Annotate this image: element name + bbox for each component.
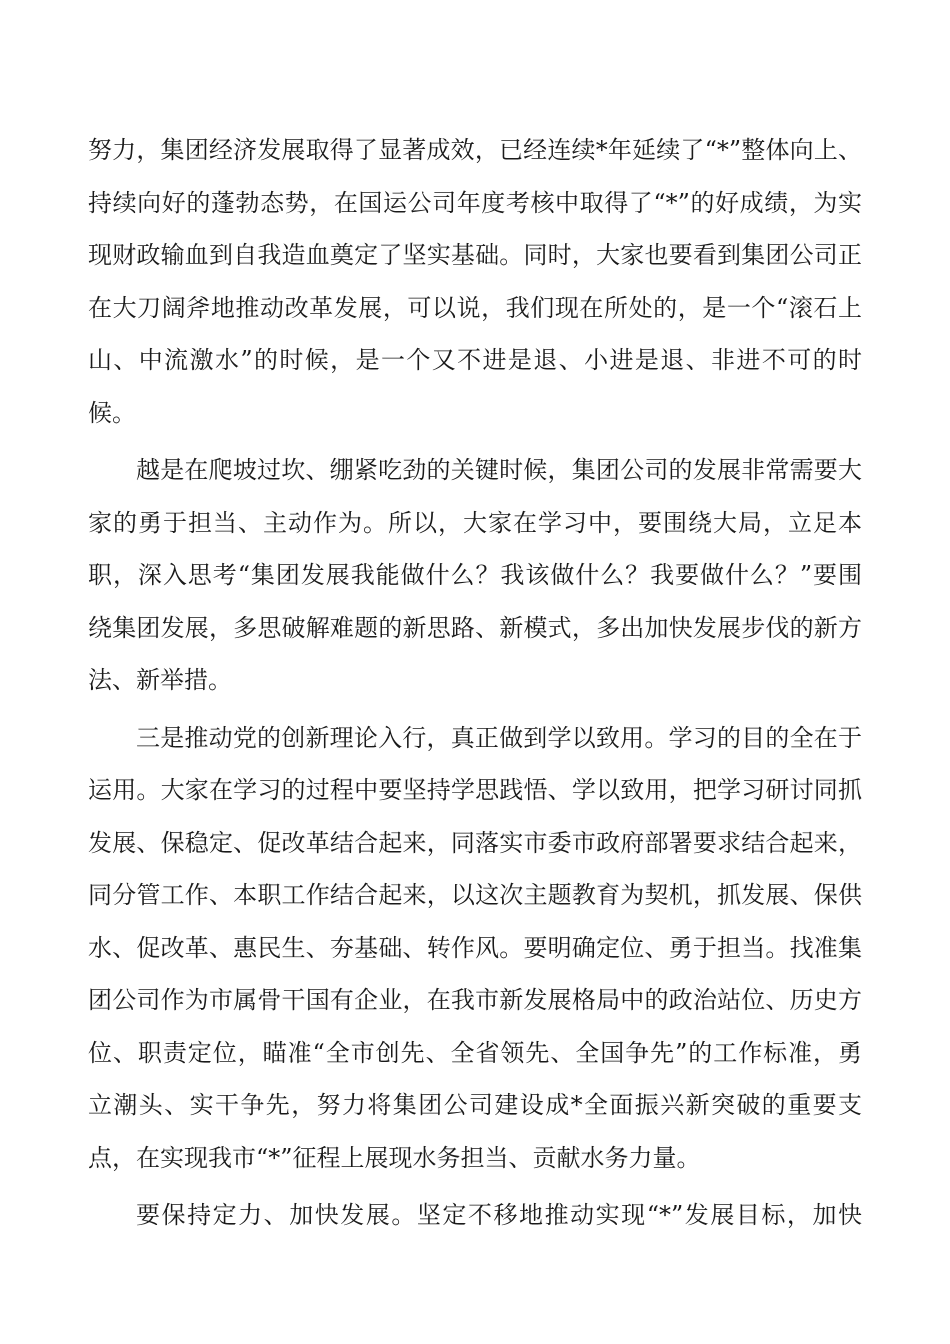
text-line: 持续向好的蓬勃态势，在国运公司年度考核中取得了“*”的好成绩，为实: [88, 188, 862, 217]
text-line: 在大刀阔斧地推动改革发展，可以说，我们现在所处的，是一个“滚石上: [88, 293, 862, 322]
text-line: 同分管工作、本职工作结合起来，以这次主题教育为契机，抓发展、保供: [88, 881, 862, 909]
text-line: 运用。大家在学习的过程中要坚持学思践悟、学以致用，把学习研讨同抓: [88, 776, 862, 804]
text-line: 努力，集团经济发展取得了显著成效，已经连续*年延续了“*”整体向上、: [88, 136, 862, 164]
paragraph-3: [88, 712, 862, 1185]
text-line: 位、职责定位，瞄准“全市创先、全省领先、全国争先”的工作标准，勇: [88, 1038, 862, 1067]
text-line: 候。: [88, 398, 136, 427]
paragraph-2: [88, 444, 862, 707]
text-line: 职，深入思考“集团发展我能做什么？我该做什么？我要做什么？”要围: [88, 561, 862, 589]
body-text: [88, 124, 862, 1242]
paragraph-4: [88, 1189, 862, 1242]
text-line: 现财政输血到自我造血奠定了坚实基础。同时，大家也要看到集团公司正: [88, 241, 862, 269]
text-line: 家的勇于担当、主动作为。所以，大家在学习中，要围绕大局，立足本: [88, 508, 862, 537]
text-line: 绕集团发展，多思破解难题的新思路、新模式，多出加快发展步伐的新方: [88, 613, 862, 642]
text-line: 立潮头、实干争先，努力将集团公司建设成*全面振兴新突破的重要支: [88, 1091, 862, 1119]
text-line: 团公司作为市属骨干国有企业，在我市新发展格局中的政治站位、历史方: [88, 986, 862, 1014]
text-line: 发展、保稳定、促改革结合起来，同落实市委市政府部署要求结合起来，: [88, 828, 862, 857]
text-line: 越是在爬坡过坎、绷紧吃劲的关键时候，集团公司的发展非常需要大: [136, 456, 862, 484]
text-line: 三是推动党的创新理论入行，真正做到学以致用。学习的目的全在于: [136, 723, 862, 752]
text-line: 法、新举措。: [88, 666, 232, 694]
text-line: 水、促改革、惠民生、夯基础、转作风。要明确定位、勇于担当。找准集: [88, 933, 862, 962]
text-line: 要保持定力、加快发展。坚定不移地推动实现“*”发展目标，加快: [136, 1201, 862, 1229]
text-line: 山、中流激水”的时候，是一个又不进是退、小进是退、非进不可的时: [88, 346, 862, 374]
text-line: 点，在实现我市“*”征程上展现水务担当、贡献水务力量。: [88, 1143, 701, 1172]
paragraph-1: [88, 124, 862, 439]
